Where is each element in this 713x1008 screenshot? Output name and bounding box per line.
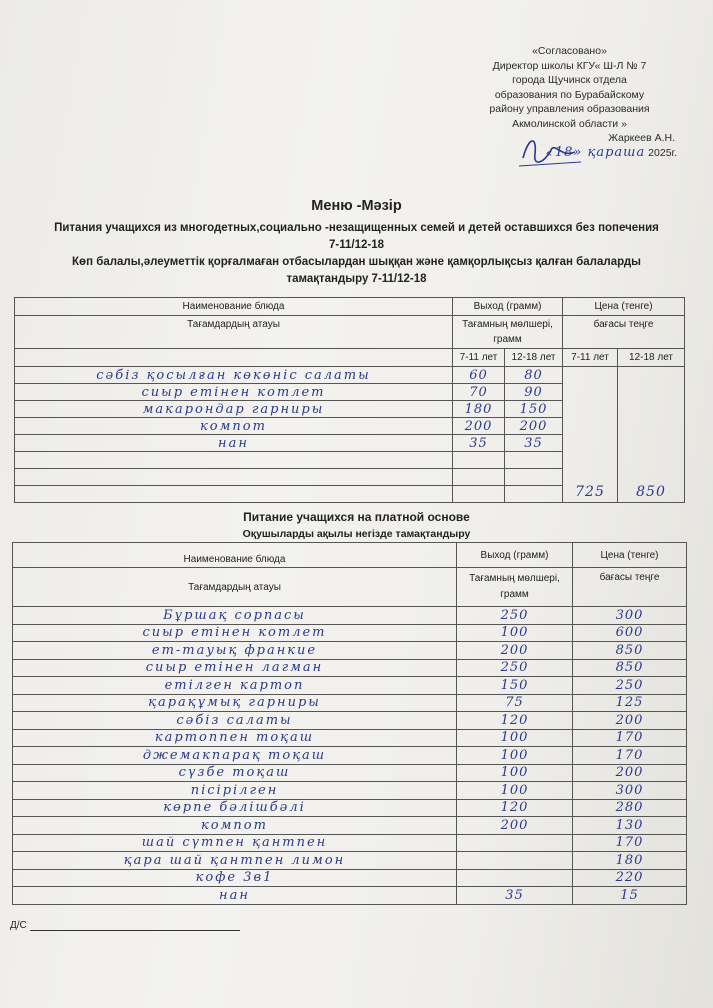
subtitle-kz-line-1: Көп балалы,әлеуметтік қорғалмаған отбасылардан шыққан және қамқорлықсыз қалған балаларды <box>72 256 641 268</box>
table-row-gram <box>505 486 563 503</box>
date-prefix: « <box>546 146 552 159</box>
table-row-price: 180 <box>573 852 687 870</box>
table-row-name: етілген картоп <box>13 677 457 695</box>
table-row-name: кофе 3в1 <box>13 869 457 887</box>
table-row-gram: 35 <box>453 435 505 452</box>
header-age: 12-18 лет <box>618 349 685 367</box>
table-row-price: 170 <box>573 834 687 852</box>
approval-line: «Согласовано» <box>532 45 607 57</box>
table-row-price: 300 <box>573 607 687 625</box>
table-row-gram <box>505 469 563 486</box>
table-row-name: компот <box>13 817 457 835</box>
table-row-price: 15 <box>573 887 687 905</box>
header-age: 7-11 лет <box>453 349 505 367</box>
table-row-name: нан <box>15 435 453 452</box>
table-row-gram: 100 <box>457 764 573 782</box>
table-row-price: 250 <box>573 677 687 695</box>
table-row-price: 170 <box>573 747 687 765</box>
table-row-price: 170 <box>573 729 687 747</box>
table-row-name: сәбіз қосылған көкөніс салаты <box>15 367 453 384</box>
table-row-gram: 120 <box>457 712 573 730</box>
table-row-name: сиыр етінен котлет <box>13 624 457 642</box>
header-output-kz: Тағамның мөлшері, грамм <box>453 316 563 349</box>
approval-line: Директор школы КГУ« Ш-Л № 7 <box>492 59 647 72</box>
table-row-price: 850 <box>573 659 687 677</box>
table-row-gram: 100 <box>457 782 573 800</box>
table-row-gram: 200 <box>505 418 563 435</box>
table-row-gram: 35 <box>505 435 563 452</box>
table-row-gram <box>457 852 573 870</box>
header-name-kz: Тағамдардың атауы <box>13 568 457 607</box>
table-row-gram <box>453 486 505 503</box>
table-row-gram <box>457 869 573 887</box>
date-suffix: 2025г. <box>648 146 677 159</box>
footer <box>10 920 240 931</box>
table-row-name: Бұршақ сорпасы <box>13 607 457 625</box>
header-output-ru: Выход (грамм) <box>453 298 563 316</box>
table-row-gram: 90 <box>505 384 563 401</box>
header-name-ru: Наименование блюда <box>13 543 457 568</box>
approval-line: города Щучинск отдела <box>512 74 627 86</box>
table-row-gram: 80 <box>505 367 563 384</box>
section2-title-ru: Питание учащихся на платной основе <box>243 510 470 524</box>
table-row-name <box>15 452 453 469</box>
table-row-name: шай сүтпен қантпен <box>13 834 457 852</box>
header-price-ru: Цена (тенге) <box>573 543 687 568</box>
subtitle-ru-line-1: Питания учащихся из многодетных,социально -незащищенных семей и детей оставшихся без попечения <box>54 222 659 234</box>
header-age: 12-18 лет <box>505 349 563 367</box>
table-row-price: 850 <box>573 642 687 660</box>
header-output-kz: Тағамның мөлшері, грамм <box>457 568 573 607</box>
header-name-kz: Тағамдардың атауы <box>15 316 453 349</box>
table-row-gram: 250 <box>457 659 573 677</box>
footer-signature-line <box>30 920 240 931</box>
table-row-gram <box>457 834 573 852</box>
table-row-gram: 250 <box>457 607 573 625</box>
header-output-ru: Выход (грамм) <box>457 543 573 568</box>
table-row-gram: 200 <box>457 817 573 835</box>
table-row-price: 200 <box>573 712 687 730</box>
table-row-gram: 180 <box>453 401 505 418</box>
table-row-price: 600 <box>573 624 687 642</box>
approval-line: образования по Бурабайскому <box>494 88 645 101</box>
table-row-name: нан <box>13 887 457 905</box>
table-row-name: сүзбе тоқаш <box>13 764 457 782</box>
table-row-gram <box>505 452 563 469</box>
table-row-name: сәбіз салаты <box>13 712 457 730</box>
table-row-price: 280 <box>573 799 687 817</box>
date-handwritten: 18» қараша <box>554 144 646 160</box>
approval-block <box>462 44 677 160</box>
table-row-price: 300 <box>573 782 687 800</box>
table-row-gram: 200 <box>453 418 505 435</box>
table-row-name <box>15 486 453 503</box>
table-row-name: ет-тауық франкие <box>13 642 457 660</box>
table-row-name: компот <box>15 418 453 435</box>
price-12-18: 850 <box>618 367 685 503</box>
director-name: Жаркеев А.Н. <box>608 132 675 144</box>
subtitle-ru <box>0 220 713 254</box>
table-row-gram: 150 <box>457 677 573 695</box>
table-row-gram: 70 <box>453 384 505 401</box>
document-title: Меню -Мәзір <box>311 198 402 214</box>
table-row-price: 130 <box>573 817 687 835</box>
paid-meal-table <box>12 542 687 905</box>
price-7-11: 725 <box>563 367 618 503</box>
subtitle-kz <box>0 254 713 288</box>
subtitle-ru-line-2: 7-11/12-18 <box>329 239 384 251</box>
table-row-name: сиыр етінен котлет <box>15 384 453 401</box>
section2-title-kz: Оқушыларды ақылы негізде тамақтандыру <box>242 528 471 540</box>
table-row-name: сиыр етінен лагман <box>13 659 457 677</box>
table-row-name <box>15 469 453 486</box>
table-row-gram <box>453 452 505 469</box>
table-row-name: картоппен тоқаш <box>13 729 457 747</box>
table-row-name: көрпе бәлішбәлі <box>13 799 457 817</box>
table-row-gram: 60 <box>453 367 505 384</box>
table-row-name: макарондар гарниры <box>15 401 453 418</box>
table-row-name: пісірілген <box>13 782 457 800</box>
table-row-name: джемакпарақ тоқаш <box>13 747 457 765</box>
table-row-name: қара шай қантпен лимон <box>13 852 457 870</box>
table-row-gram: 120 <box>457 799 573 817</box>
director-signature-line <box>462 131 677 146</box>
header-price-ru: Цена (тенге) <box>563 298 685 316</box>
table-row-gram: 100 <box>457 729 573 747</box>
approval-line: Акмолинской области » <box>512 117 627 130</box>
header-price-kz: бағасы теңге <box>573 568 687 607</box>
table-row-name: қарақұмық гарниры <box>13 694 457 712</box>
table-row-price: 125 <box>573 694 687 712</box>
footer-label: Д/С <box>10 920 27 931</box>
approval-date <box>462 146 677 161</box>
table-row-gram: 75 <box>457 694 573 712</box>
header-empty <box>15 349 453 367</box>
table-row-price: 220 <box>573 869 687 887</box>
table-row-gram: 150 <box>505 401 563 418</box>
subtitle-kz-line-2: тамақтандыру 7-11/12-18 <box>286 273 427 285</box>
table-row-gram: 100 <box>457 624 573 642</box>
table-row-gram: 100 <box>457 747 573 765</box>
table-row-gram: 200 <box>457 642 573 660</box>
table-row-gram <box>453 469 505 486</box>
table-row-price: 200 <box>573 764 687 782</box>
header-age: 7-11 лет <box>563 349 618 367</box>
header-price-kz: бағасы теңге <box>563 316 685 349</box>
approval-line: району управления образования <box>489 103 650 115</box>
free-meal-table <box>14 297 685 503</box>
header-name-ru: Наименование блюда <box>15 298 453 316</box>
table-row-gram: 35 <box>457 887 573 905</box>
